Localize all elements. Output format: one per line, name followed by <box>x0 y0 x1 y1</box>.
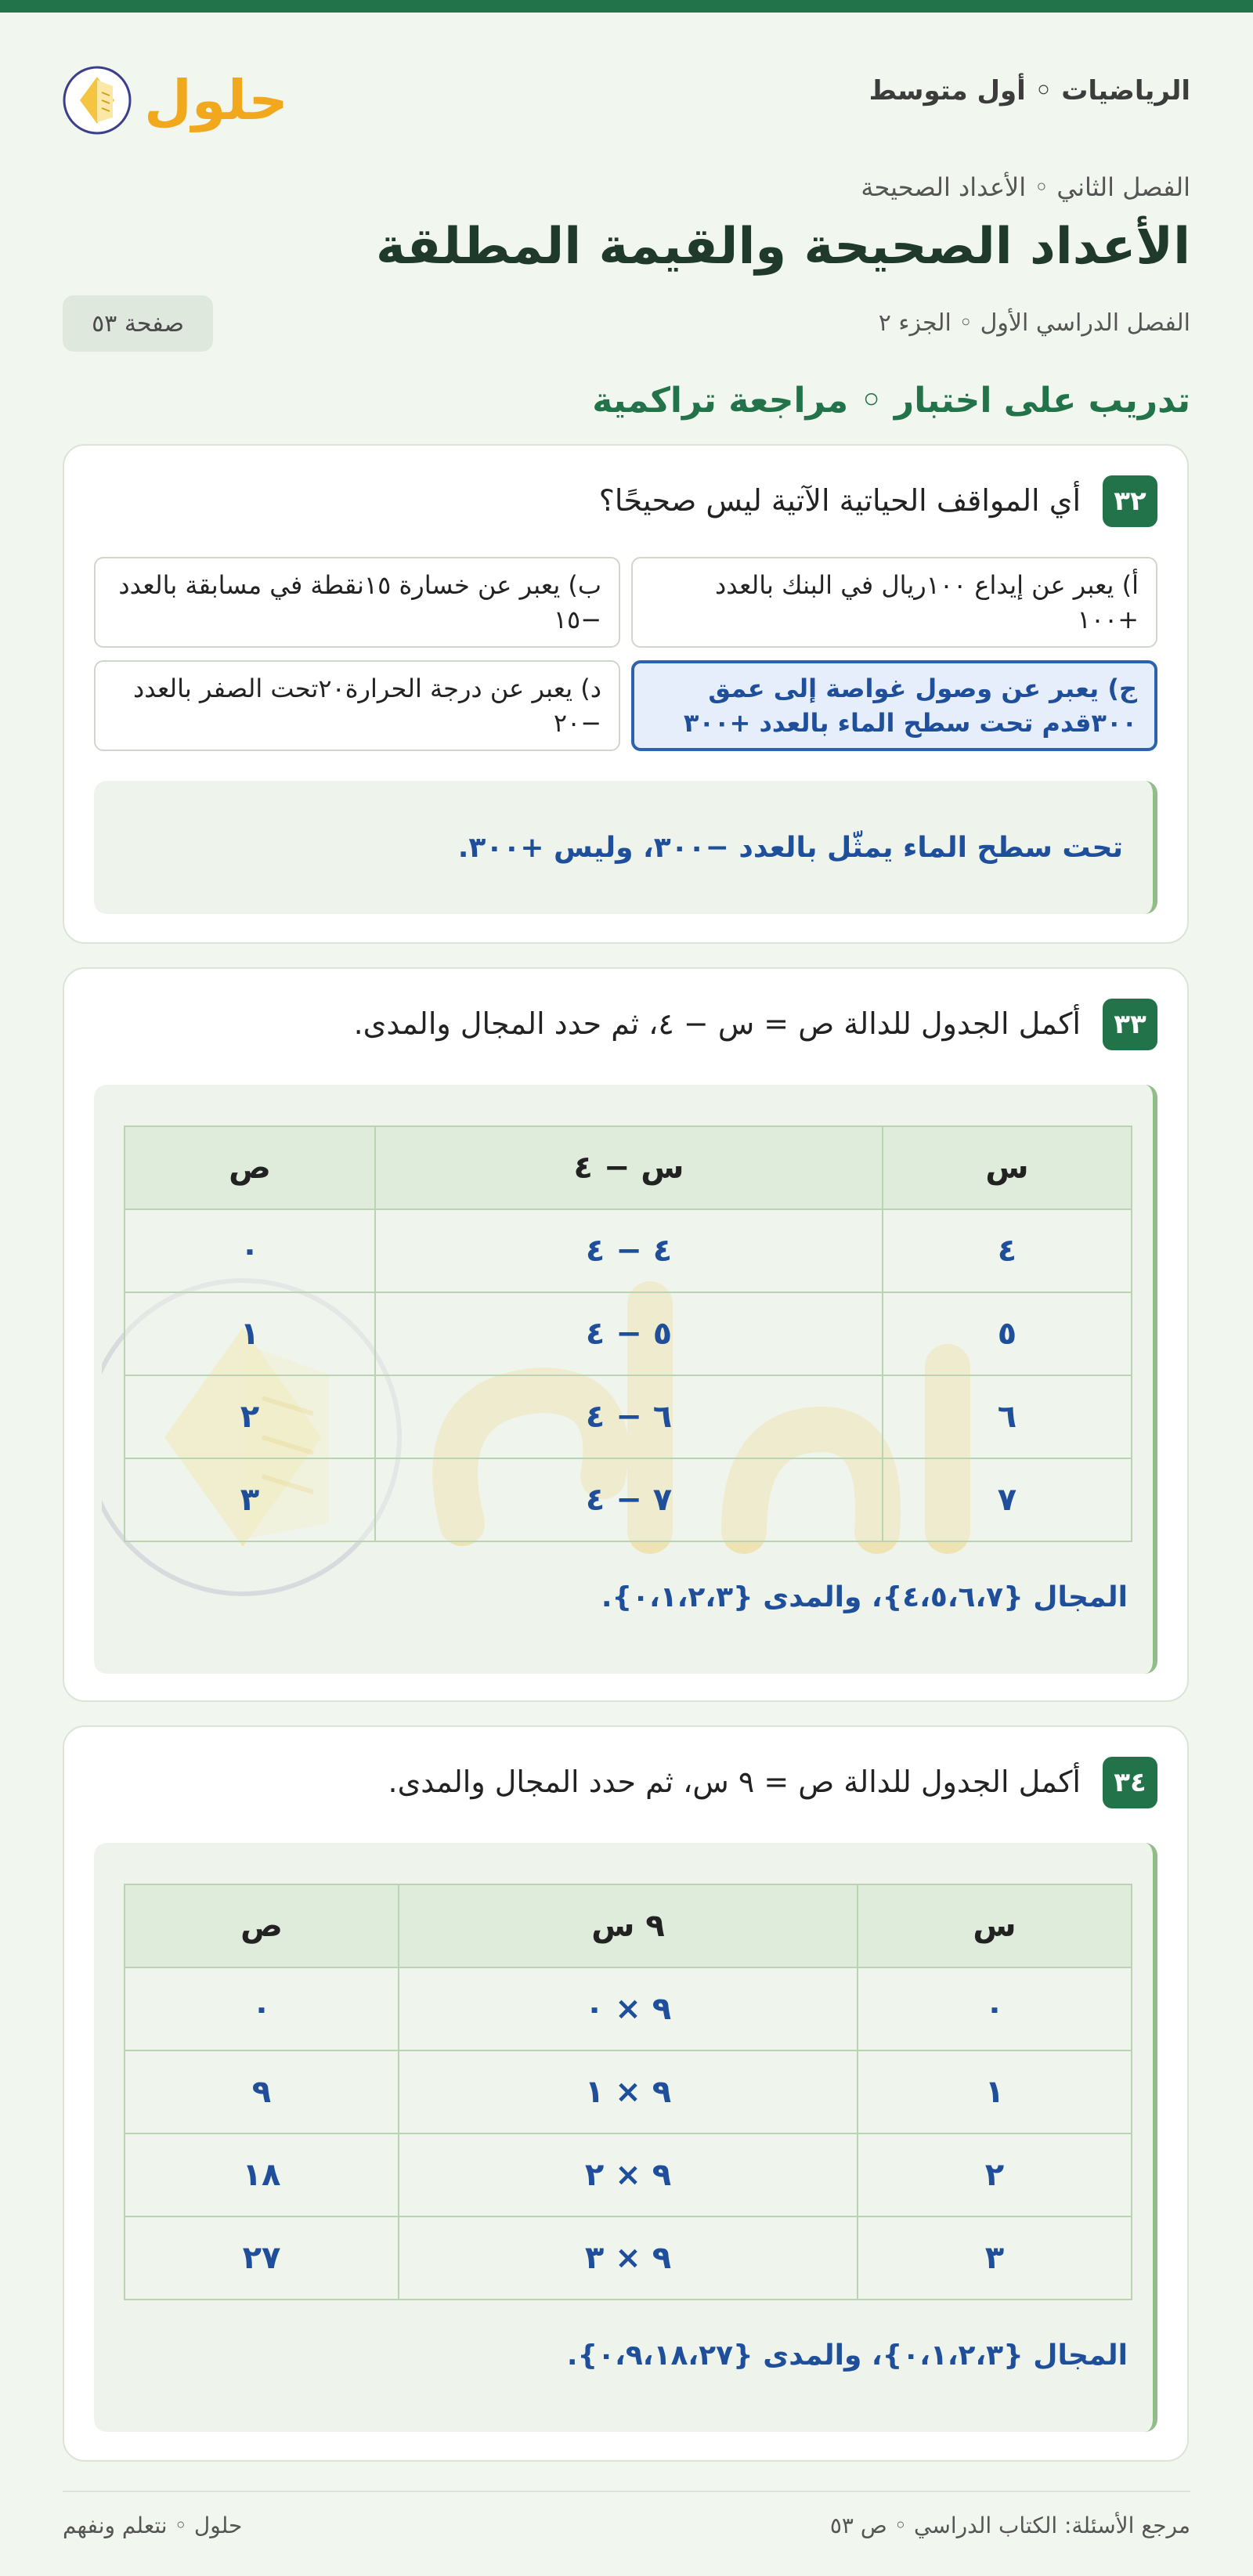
cell-x: ٣ <box>858 2217 1132 2300</box>
footer-source: مرجع الأسئلة: الكتاب الدراسي ◦ ص ٥٣ <box>829 2513 1190 2538</box>
answer-text: المجال {٤،٥،٦،٧}، والمدى {٠،١،٢،٣}. <box>601 1581 1128 1613</box>
function-table <box>124 1125 1132 1542</box>
site-logo[interactable] <box>63 63 290 138</box>
table-header-row <box>125 1884 1132 1967</box>
table-row <box>125 1967 1132 2050</box>
cell-expression: ٩ × ٣ <box>399 2217 858 2300</box>
footer-brand: حلول ◦ نتعلم ونفهم <box>63 2513 243 2538</box>
table-row <box>125 2217 1132 2300</box>
cell-y: ٠ <box>125 1209 375 1292</box>
table-row <box>125 1292 1132 1375</box>
column-header-x: س <box>858 1884 1132 1967</box>
section-title: تدريب على اختبار ◦ مراجعة تراكمية <box>592 381 1190 421</box>
breadcrumb: الفصل الثاني ◦ الأعداد الصحيحة <box>861 172 1190 202</box>
question-header <box>94 475 1157 530</box>
table-row <box>125 1375 1132 1458</box>
cell-x: ٠ <box>858 1967 1132 2050</box>
cell-y: ٢ <box>125 1375 375 1458</box>
answer-text: المجال {٠،١،٢،٣}، والمدى {٠،٩،١٨،٢٧}. <box>566 2339 1128 2372</box>
table-row <box>125 1209 1132 1292</box>
cell-expression: ٩ × ٠ <box>399 1967 858 2050</box>
table-row <box>125 1458 1132 1541</box>
table-row <box>125 2050 1132 2133</box>
table-row <box>125 2133 1132 2217</box>
answer-box <box>94 781 1157 914</box>
question-text: أكمل الجدول للدالة ص = س − ٤، ثم حدد المجال والمدى. <box>353 1006 1081 1041</box>
page-title: الأعداد الصحيحة والقيمة المطلقة <box>376 218 1190 276</box>
cell-y: ٣ <box>125 1458 375 1541</box>
table-header-row <box>125 1126 1132 1209</box>
option-b[interactable]: ب) يعبر عن خسارة ١٥نقطة في مسابقة بالعدد −١٥ <box>94 557 620 648</box>
page-badge: صفحة ٥٣ <box>63 295 213 352</box>
cell-x: ٧ <box>883 1458 1132 1541</box>
question-number-badge: ٣٢ <box>1103 475 1157 527</box>
footer-divider <box>63 2491 1190 2492</box>
option-d[interactable]: د) يعبر عن درجة الحرارة٢٠تحت الصفر بالعدد −٢٠ <box>94 660 620 751</box>
function-table <box>124 1884 1132 2300</box>
question-header <box>94 999 1157 1053</box>
answer-text: تحت سطح الماء يمثّل بالعدد −٣٠٠، وليس +٣٠٠. <box>457 831 1123 864</box>
cell-y: ٩ <box>125 2050 399 2133</box>
cell-x: ٦ <box>883 1375 1132 1458</box>
cell-y: ٠ <box>125 1967 399 2050</box>
cell-y: ١٨ <box>125 2133 399 2217</box>
question-card-34 <box>63 1725 1189 2462</box>
option-c-selected[interactable]: ج) يعبر عن وصول غواصة إلى عمق ٣٠٠قدم تحت سطح الماء بالعدد +٣٠٠ <box>631 660 1157 751</box>
column-header-y: ص <box>125 1884 399 1967</box>
cell-expression: ٥ − ٤ <box>375 1292 883 1375</box>
question-card-32 <box>63 444 1189 944</box>
question-number-badge: ٣٣ <box>1103 999 1157 1050</box>
column-header-y: ص <box>125 1126 375 1209</box>
cell-x: ١ <box>858 2050 1132 2133</box>
question-text: أكمل الجدول للدالة ص = ٩ س، ثم حدد المجال والمدى. <box>388 1765 1081 1799</box>
column-header-expression: ٩ س <box>399 1884 858 1967</box>
question-text: أي المواقف الحياتية الآتية ليس صحيحًا؟ <box>598 483 1081 518</box>
column-header-x: س <box>883 1126 1132 1209</box>
question-header <box>94 1757 1157 1812</box>
cell-x: ٤ <box>883 1209 1132 1292</box>
subject-label: الرياضيات ◦ أول متوسط <box>868 75 1190 107</box>
cell-y: ٢٧ <box>125 2217 399 2300</box>
cell-expression: ٩ × ٢ <box>399 2133 858 2217</box>
site-header <box>63 49 1190 150</box>
column-header-expression: س − ٤ <box>375 1126 883 1209</box>
question-card-33 <box>63 967 1189 1702</box>
cell-expression: ٩ × ١ <box>399 2050 858 2133</box>
cell-x: ٥ <box>883 1292 1132 1375</box>
cell-expression: ٤ − ٤ <box>375 1209 883 1292</box>
top-accent-bar <box>0 0 1253 13</box>
cell-y: ١ <box>125 1292 375 1375</box>
cell-expression: ٦ − ٤ <box>375 1375 883 1458</box>
question-number-badge: ٣٤ <box>1103 1757 1157 1808</box>
cell-expression: ٧ − ٤ <box>375 1458 883 1541</box>
option-a[interactable]: أ) يعبر عن إيداع ١٠٠ريال في البنك بالعدد +١٠٠ <box>631 557 1157 648</box>
term-label: الفصل الدراسي الأول ◦ الجزء ٢ <box>878 309 1190 337</box>
cell-x: ٢ <box>858 2133 1132 2217</box>
logo-wordmark: حلول <box>144 68 288 132</box>
